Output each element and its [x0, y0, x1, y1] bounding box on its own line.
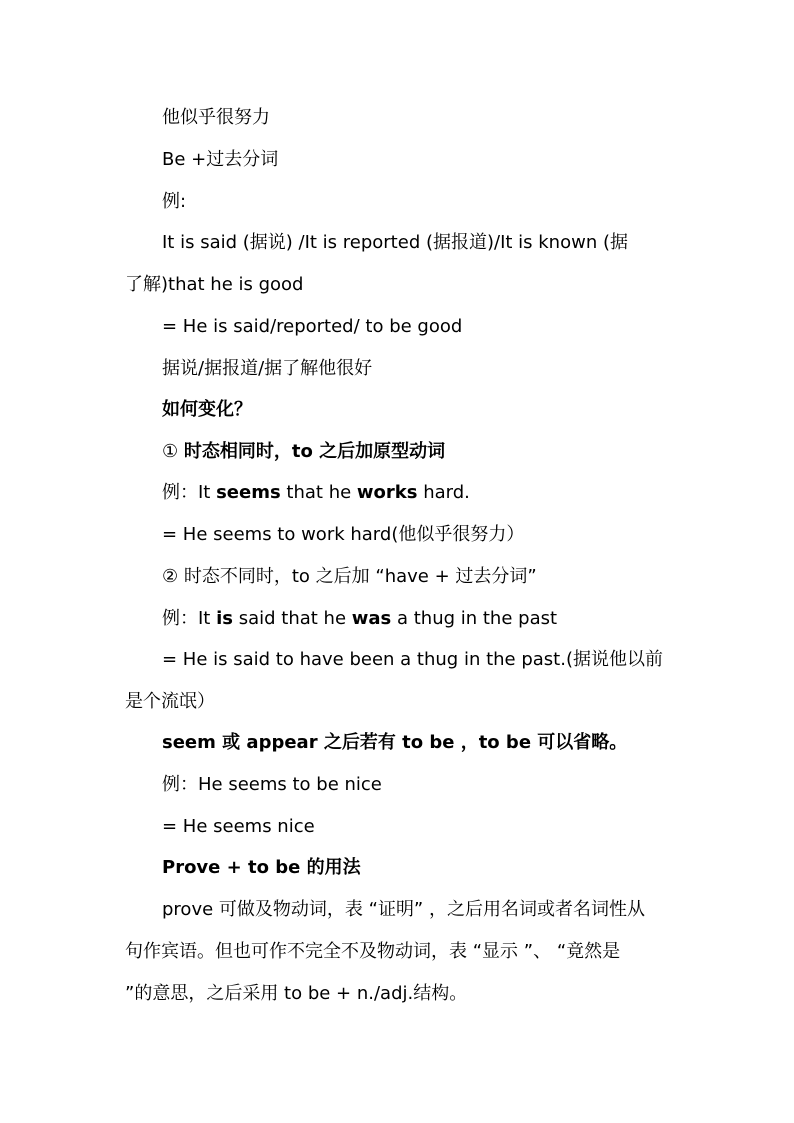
text-line: ① 时态相同时，to 之后加原型动词	[162, 441, 446, 462]
text-line: 例：It is said that he was a thug in the past	[162, 608, 558, 629]
section-heading: 如何变化？	[162, 399, 252, 420]
text-line: 了解)that he is good	[125, 274, 304, 295]
text-line: ”的意思，之后采用 to be + n./adj.结构。	[125, 983, 468, 1004]
text-line: = He seems to work hard(他似乎很努力）	[162, 524, 525, 545]
text-line: 例:	[162, 191, 187, 212]
text-line: ② 时态不同时，to 之后加 “have + 过去分词”	[162, 566, 537, 587]
text-line: 句作宾语。但也可作不完全不及物动词，表 “显示 ”、 “竟然是	[125, 941, 621, 962]
text-line: 例：He seems to be nice	[162, 774, 382, 795]
text-line: = He seems nice	[162, 816, 315, 837]
text-line: prove 可做及物动词，表 “证明” ，之后用名词或者名词性从	[162, 899, 645, 920]
text-line: = He is said to have been a thug in the past.(据说他以前	[162, 649, 663, 670]
text-line: 例：It seems that he works hard.	[162, 482, 470, 503]
text-line: 据说/据报道/据了解他很好	[162, 358, 373, 379]
text-line: 是个流氓）	[125, 691, 215, 712]
text-line: Be +过去分词	[162, 149, 279, 170]
text-line: 他似乎很努力	[162, 107, 270, 128]
text-line: = He is said/reported/ to be good	[162, 316, 463, 337]
text-line: It is said (据说) /It is reported (据报道)/It is known (据	[162, 232, 628, 253]
section-heading: Prove + to be 的用法	[162, 857, 361, 878]
section-heading: seem 或 appear 之后若有 to be ，to be 可以省略。	[162, 732, 628, 753]
